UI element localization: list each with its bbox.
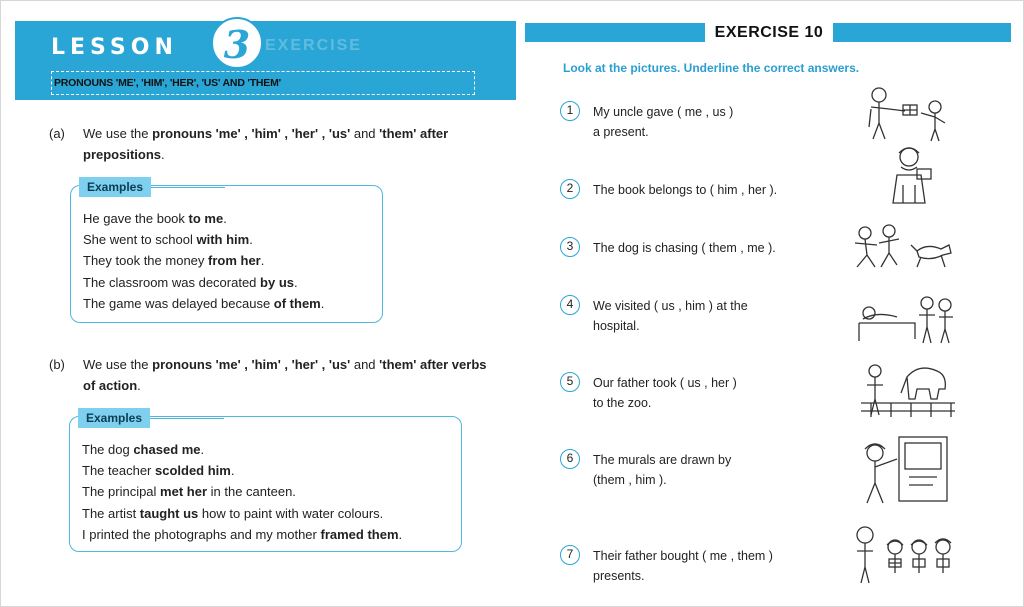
rule-a-part: . [161,147,165,162]
question-text[interactable]: Our father took ( us , her ) to the zoo. [593,376,737,410]
zoo-trip-illustration [857,359,957,419]
rule-b-part: We use the [83,357,153,372]
example-line: The classroom was decorated by us. [83,274,298,290]
examples-list-b [82,439,402,545]
rule-b-bold: pronouns 'me' , 'him' , 'her' , 'us' [152,357,351,372]
rule-a [49,123,509,167]
question-number: 3 [560,237,580,257]
lesson-banner [15,21,516,100]
rule-a-part: and [350,126,380,141]
example-line: The game was delayed because of them. [83,295,325,311]
uncle-giving-present-illustration [861,83,953,143]
example-line: The dog chased me. [82,442,205,457]
rule-b [49,354,509,398]
examples-list-a [83,208,324,314]
hospital-visit-illustration [857,293,955,345]
example-line: The artist taught us how to paint with water colours. [82,505,384,521]
question-text[interactable]: We visited ( us , him ) at the hospital. [593,299,748,333]
exercise-title: EXERCISE 10 [705,20,833,46]
example-line: They took the money from her. [83,253,265,269]
question-number: 7 [560,545,580,565]
lesson-ghost-text: EXERCISE [265,37,362,54]
question-text[interactable]: The book belongs to ( him , her ). [593,183,778,197]
question-number: 2 [560,179,580,199]
rule-a-text [83,123,493,165]
examples-label: Examples [78,408,150,428]
question-text[interactable]: The dog is chasing ( them , me ). [593,241,776,255]
rule-a-tag: (a) [49,126,65,141]
question-text[interactable]: The murals are drawn by (them , him ). [593,453,732,487]
question-text[interactable]: My uncle gave ( me , us ) a present. [593,105,734,139]
example-line: I printed the photographs and my mother framed them. [82,526,403,542]
rule-b-tag: (b) [49,357,65,372]
question-number: 6 [560,449,580,469]
rule-b-part: . [137,378,141,393]
rule-a-bold: 'them' after prepositions [83,126,449,162]
example-line: The principal met her in the canteen. [82,484,296,500]
example-line: She went to school with him. [83,232,253,248]
father-and-children-presents-illustration [851,523,955,585]
question-number: 5 [560,372,580,392]
examples-label: Examples [79,177,151,197]
lesson-subtitle: PRONOUNS 'ME', 'HIM', 'HER', 'US' AND 'THEM' [51,71,475,95]
lesson-word: LESSON [51,35,178,60]
girl-with-book-illustration [885,145,939,207]
dog-chasing-children-illustration [851,221,955,275]
murals-illustration [853,433,953,507]
lesson-number-badge: 3 [211,17,263,69]
rule-b-part: and [350,357,380,372]
rule-a-bold: pronouns 'me' , 'him' , 'her' , 'us' [152,126,351,141]
examples-box-a [70,180,383,323]
example-line: The teacher scolded him. [82,463,235,479]
example-line: He gave the book to me. [83,211,227,226]
examples-box-b [69,411,462,552]
rule-b-bold: 'them' after verbs of action [83,357,487,393]
question-number: 4 [560,295,580,315]
question-number: 1 [560,101,580,121]
rule-a-part: We use the [83,126,153,141]
exercise-instruction: Look at the pictures. Underline the correct answers. [563,61,860,75]
question-text[interactable]: Their father bought ( me , them ) presents. [593,549,773,583]
rule-b-text [83,354,493,396]
